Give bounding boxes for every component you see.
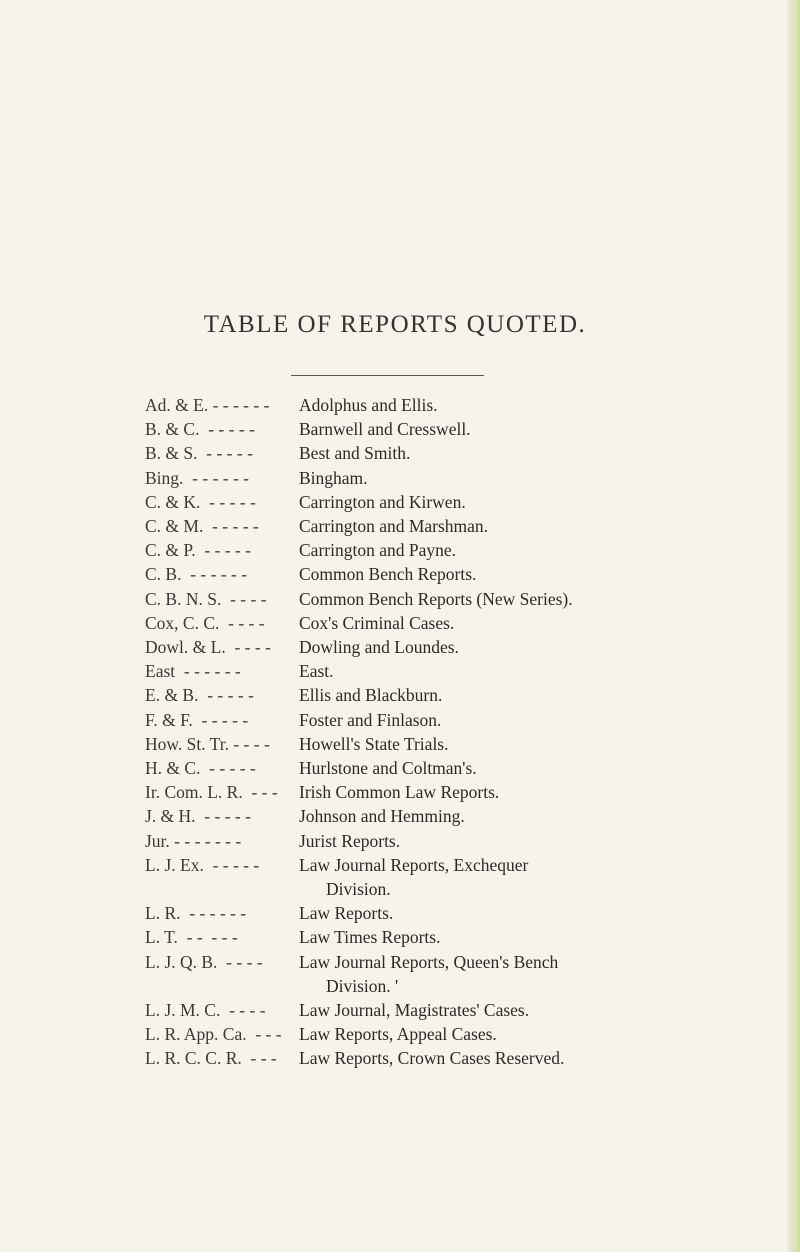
report-entry — [0, 562, 800, 586]
report-full-name-continuation: Division. ' — [326, 975, 399, 996]
report-abbreviation: C. & P. - - - - - — [145, 540, 251, 561]
report-abbreviation: B. & C. - - - - - — [145, 419, 255, 440]
report-abbreviation: C. B. - - - - - - — [145, 564, 248, 585]
report-full-name-text: Dowling and Loundes. — [299, 637, 459, 658]
report-entry — [0, 829, 800, 853]
report-abbreviation: J. & H. - - - - - — [145, 806, 251, 827]
report-abbreviation: H. & C. - - - - - — [145, 758, 256, 779]
report-entry — [0, 1022, 800, 1046]
report-full-name-text: Law Journal, Magistrates' Cases. — [299, 1000, 530, 1021]
report-full-name-text: Law Reports, Appeal Cases. — [299, 1024, 497, 1045]
report-abbreviation: F. & F. - - - - - — [145, 709, 249, 730]
report-full-name-text: Law Reports, Crown Cases Reserved. — [299, 1048, 565, 1069]
report-full-name — [299, 1046, 669, 1070]
report-full-name-text: Foster and Finlason. — [299, 709, 442, 730]
report-abbreviation: Jur. - - - - - - - — [145, 830, 242, 851]
report-full-name-text: Barnwell and Cresswell. — [299, 419, 471, 440]
report-full-name — [299, 1022, 669, 1046]
report-full-name — [299, 950, 669, 998]
report-entry — [0, 514, 800, 538]
report-full-name — [299, 562, 669, 586]
report-full-name-text: Irish Common Law Reports. — [299, 782, 500, 803]
report-abbreviation: L. J. M. C. - - - - — [145, 1000, 266, 1021]
report-full-name-text: Carrington and Payne. — [299, 540, 456, 561]
report-full-name — [299, 756, 669, 780]
report-abbreviation: L. J. Q. B. - - - - — [145, 951, 263, 972]
report-full-name-text: Carrington and Marshman. — [299, 516, 489, 537]
report-full-name-continuation: Division. — [326, 879, 391, 900]
report-full-name-text: Law Journal Reports, Queen's Bench — [299, 951, 559, 972]
report-full-name-text: East. — [299, 661, 334, 682]
report-full-name — [299, 393, 669, 417]
report-abbreviation: How. St. Tr. - - - - — [145, 733, 270, 754]
report-entry — [0, 732, 800, 756]
report-entry — [0, 635, 800, 659]
report-full-name — [299, 441, 669, 465]
report-abbreviation: C. & M. - - - - - — [145, 516, 259, 537]
report-entry — [0, 804, 800, 828]
report-full-name — [299, 683, 669, 707]
report-full-name-text: Bingham. — [299, 467, 368, 488]
report-entry — [0, 901, 800, 925]
report-abbreviation: East - - - - - - — [145, 661, 241, 682]
report-full-name — [299, 635, 669, 659]
report-full-name-text: Howell's State Trials. — [299, 733, 449, 754]
report-entry — [0, 611, 800, 635]
report-full-name — [299, 659, 669, 683]
report-full-name — [299, 780, 669, 804]
report-abbreviation: L. J. Ex. - - - - - — [145, 854, 260, 875]
report-full-name-text: Adolphus and Ellis. — [299, 395, 438, 415]
report-full-name — [299, 829, 669, 853]
report-full-name-text: Johnson and Hemming. — [299, 806, 465, 827]
report-abbreviation: C. & K. - - - - - — [145, 491, 256, 512]
report-abbreviation: Ir. Com. L. R. - - - — [145, 782, 278, 803]
report-entry — [0, 925, 800, 949]
report-full-name — [299, 732, 669, 756]
report-entry — [0, 780, 800, 804]
report-full-name — [299, 417, 669, 441]
report-entry — [0, 659, 800, 683]
report-full-name-text: Jurist Reports. — [299, 830, 401, 851]
report-abbreviation: L. T. - - - - - — [145, 927, 238, 948]
report-entry — [0, 466, 800, 490]
report-full-name — [299, 804, 669, 828]
report-entry — [0, 538, 800, 562]
report-entry — [0, 1046, 800, 1070]
report-entry — [0, 708, 800, 732]
title-rule — [291, 375, 484, 376]
report-abbreviation: Cox, C. C. - - - - — [145, 612, 265, 633]
report-entry — [0, 756, 800, 780]
report-full-name — [299, 587, 669, 611]
report-full-name-text: Law Reports. — [299, 903, 394, 924]
report-full-name-text: Law Times Reports. — [299, 927, 441, 948]
report-full-name — [299, 490, 669, 514]
report-entry — [0, 441, 800, 465]
report-abbreviation: Dowl. & L. - - - - — [145, 637, 271, 658]
report-full-name — [299, 466, 669, 490]
report-abbreviation: C. B. N. S. - - - - — [145, 588, 267, 609]
report-entry — [0, 417, 800, 441]
report-entry — [0, 490, 800, 514]
report-full-name-text: Common Bench Reports. — [299, 564, 477, 585]
report-abbreviation: L. R. C. C. R. - - - — [145, 1048, 277, 1069]
reports-table — [0, 393, 800, 1071]
report-abbreviation: B. & S. - - - - - — [145, 443, 253, 464]
report-full-name — [299, 998, 669, 1022]
report-abbreviation: Bing. - - - - - - — [145, 467, 250, 488]
report-entry — [0, 683, 800, 707]
page-title: TABLE OF REPORTS QUOTED. — [203, 311, 587, 338]
report-full-name-text: Hurlstone and Coltman's. — [299, 758, 477, 779]
report-full-name — [299, 538, 669, 562]
report-abbreviation: L. R. - - - - - - — [145, 903, 247, 924]
report-entry — [0, 853, 800, 901]
report-full-name — [299, 708, 669, 732]
report-full-name — [299, 901, 669, 925]
report-abbreviation: L. R. App. Ca. - - - — [145, 1024, 282, 1045]
report-abbreviation: Ad. & E. - - - - - - — [145, 395, 270, 415]
report-full-name — [299, 611, 669, 635]
report-full-name-text: Cox's Criminal Cases. — [299, 612, 455, 633]
report-abbreviation: E. & B. - - - - - — [145, 685, 254, 706]
report-full-name — [299, 853, 669, 901]
report-full-name — [299, 925, 669, 949]
report-entry — [0, 393, 800, 417]
report-full-name-text: Best and Smith. — [299, 443, 411, 464]
report-entry — [0, 950, 800, 998]
report-full-name-text: Carrington and Kirwen. — [299, 491, 466, 512]
report-entry — [0, 998, 800, 1022]
report-full-name — [299, 514, 669, 538]
report-full-name-text: Law Journal Reports, Exchequer — [299, 854, 529, 875]
report-full-name-text: Ellis and Blackburn. — [299, 685, 443, 706]
report-entry — [0, 587, 800, 611]
report-full-name-text: Common Bench Reports (New Series). — [299, 588, 573, 609]
